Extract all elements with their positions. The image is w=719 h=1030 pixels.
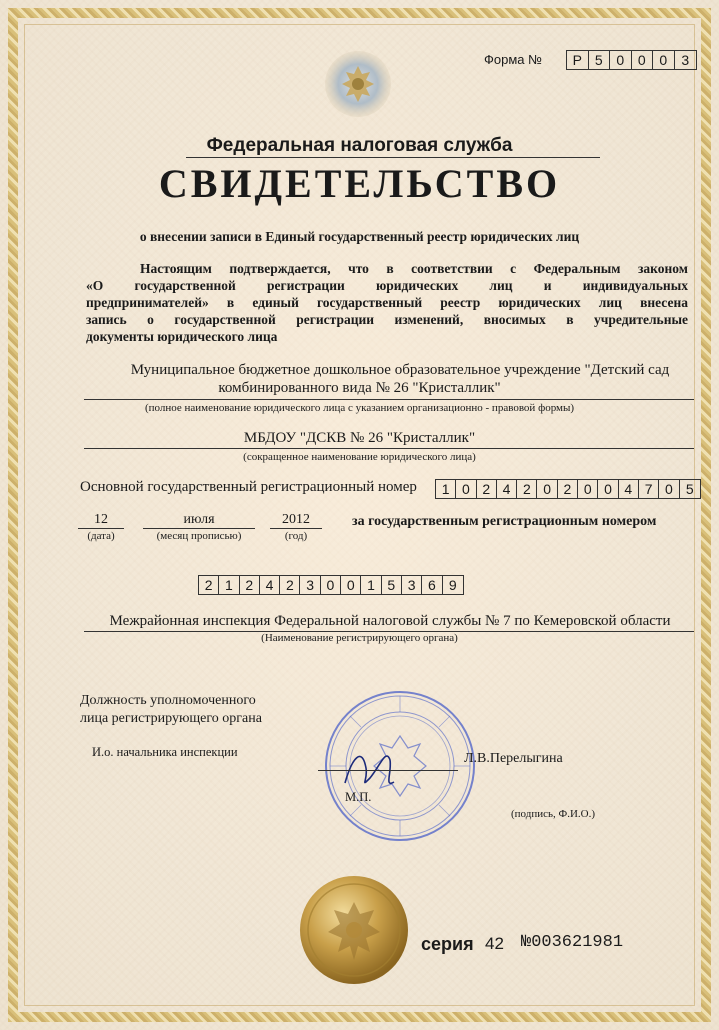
digit-cell: 0 <box>341 576 361 594</box>
day-underline <box>78 528 124 529</box>
date-year: 2012 <box>282 512 310 527</box>
short-name-caption: (сокращенное наименование юридического лица) <box>243 451 476 463</box>
digit-cell: 2 <box>199 576 219 594</box>
full-name-underline <box>84 399 694 400</box>
ogrn-number <box>435 479 701 499</box>
digit-cell: 5 <box>382 576 402 594</box>
month-caption: (месяц прописью) <box>156 530 242 542</box>
digit-cell: 1 <box>219 576 239 594</box>
digit-cell: 1 <box>436 480 456 498</box>
full-name-caption: (полное наименование юридического лица с указанием организационно - правовой формы) <box>144 402 575 414</box>
digit-cell: 2 <box>558 480 578 498</box>
document-subtitle: о внесении записи в Единый государственный реестр юридических лиц <box>139 229 580 244</box>
signer-name: Л.В.Перелыгина <box>464 751 563 766</box>
position-line-2: лица регистрирующего органа <box>80 711 262 726</box>
short-name-underline <box>84 448 694 449</box>
date-month: июля <box>183 512 215 527</box>
digit-cell: 0 <box>578 480 598 498</box>
digit-cell: 2 <box>477 480 497 498</box>
form-label: Форма № <box>484 52 543 67</box>
digit-cell: 4 <box>497 480 517 498</box>
full-name-line-1: Муниципальное бюджетное дошкольное образовательное учреждение "Детский сад <box>130 362 670 378</box>
month-underline <box>143 528 255 529</box>
agency-underline <box>186 157 600 158</box>
position-line-1: Должность уполномоченного <box>80 693 256 708</box>
digit-cell: 6 <box>422 576 442 594</box>
emblem-icon <box>322 48 394 120</box>
intro-line-5: документы юридического лица <box>86 329 278 344</box>
year-underline <box>270 528 322 529</box>
intro-line-2: «О государственной регистрации юридических лиц и индивидуальных <box>86 278 688 293</box>
position-title: И.о. начальника инспекции <box>92 745 238 759</box>
digit-cell: 0 <box>632 51 654 69</box>
signature-icon <box>340 738 400 798</box>
serial-number: №003621981 <box>521 933 624 952</box>
digit-cell: 4 <box>619 480 639 498</box>
mp-label: М.П. <box>345 790 372 804</box>
digit-cell: 0 <box>653 51 675 69</box>
grn-label: за государственным регистрационным номером <box>352 514 657 529</box>
agency-name: Федеральная налоговая служба <box>206 135 513 156</box>
digit-cell: 2 <box>240 576 260 594</box>
authority-name: Межрайонная инспекция Федеральной налоговой службы № 7 по Кемеровской области <box>109 613 671 629</box>
signature-caption: (подпись, Ф.И.О.) <box>511 808 595 820</box>
signature-line <box>318 770 458 771</box>
form-number <box>566 50 697 70</box>
intro-line-1: Настоящим подтверждается, что в соответствии с Федеральным законом <box>140 261 688 276</box>
digit-cell: 0 <box>610 51 632 69</box>
digit-cell: 1 <box>361 576 381 594</box>
digit-cell: 9 <box>448 577 457 593</box>
digit-cell: 5 <box>685 481 694 497</box>
digit-cell: 0 <box>598 480 618 498</box>
full-name-line-2: комбинированного вида № 26 "Кристаллик" <box>218 380 501 396</box>
document-title: СВИДЕТЕЛЬСТВО <box>158 161 561 206</box>
digit-cell: 3 <box>402 576 422 594</box>
digit-cell: 2 <box>280 576 300 594</box>
digit-cell: 3 <box>300 576 320 594</box>
digit-cell: Р <box>567 51 589 69</box>
digit-cell: 4 <box>260 576 280 594</box>
digit-cell: 0 <box>537 480 557 498</box>
intro-line-4: запись о государственной регистрации изменений, вносимых в учредительные <box>86 312 688 327</box>
intro-line-3: предпринимателей» в единый государственный реестр юридических лиц внесена <box>86 295 688 310</box>
digit-cell: 0 <box>659 480 679 498</box>
year-caption: (год) <box>284 530 308 542</box>
authority-caption: (Наименование регистрирующего органа) <box>261 632 458 644</box>
serial-label: серия <box>421 934 474 954</box>
gold-seal-icon <box>298 874 410 986</box>
day-caption: (дата) <box>87 530 115 542</box>
ogrn-label: Основной государственный регистрационный номер <box>80 479 417 495</box>
digit-cell: 7 <box>639 480 659 498</box>
digit-cell: 5 <box>589 51 611 69</box>
serial-series: 42 <box>485 934 504 953</box>
date-day: 12 <box>94 512 108 527</box>
digit-cell: 3 <box>681 52 690 68</box>
short-name: МБДОУ "ДСКВ № 26 "Кристаллик" <box>243 430 476 446</box>
digit-cell: 0 <box>456 480 476 498</box>
digit-cell: 2 <box>517 480 537 498</box>
grn-number <box>198 575 464 595</box>
digit-cell: 0 <box>321 576 341 594</box>
